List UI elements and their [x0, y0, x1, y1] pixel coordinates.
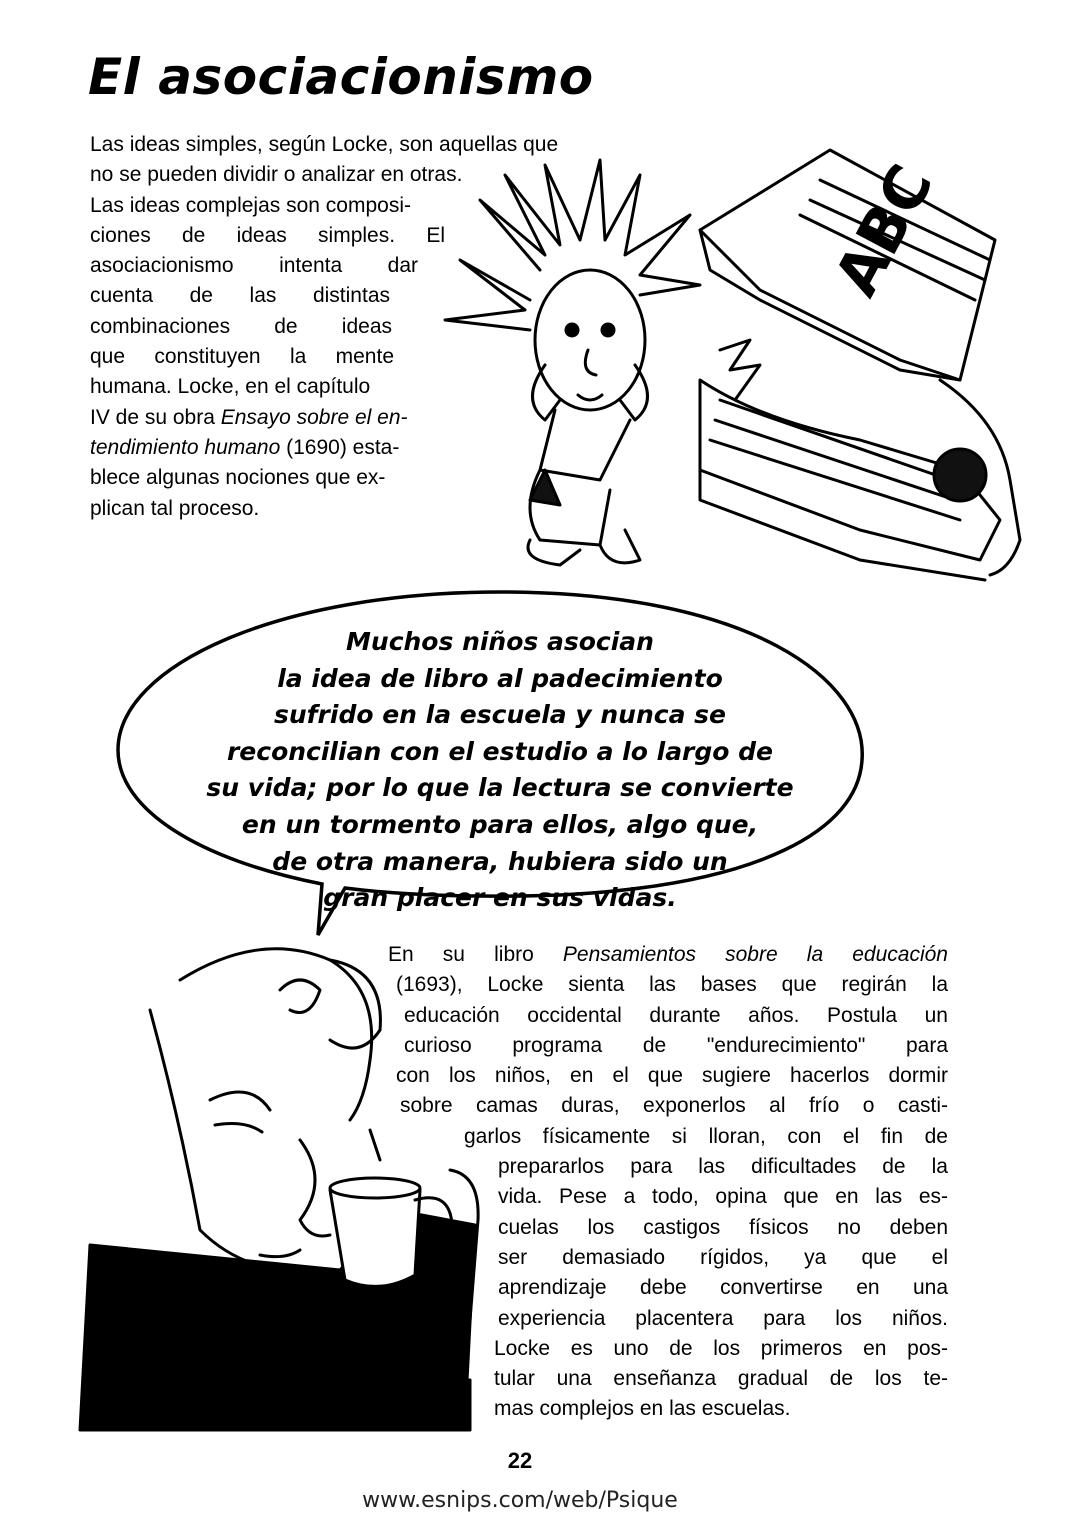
text-line: plican tal proceso. [90, 496, 260, 520]
page-title: El asociacionismo [88, 48, 594, 106]
bubble-line: reconcilian con el estudio a lo largo de [226, 736, 774, 766]
bubble-line: su vida; por lo que la lectura se convierte [206, 773, 794, 803]
text-segment: En su libro [388, 943, 563, 966]
book-illustration [700, 150, 1020, 580]
text-line: cuelas los castigos físicos no deben [498, 1215, 948, 1239]
speech-bubble-text [150, 624, 850, 917]
text-line: experiencia placentera para los niños. [498, 1306, 948, 1330]
text-line: prepararlos para las dificultades de la [498, 1155, 948, 1179]
intro-paragraph [90, 130, 670, 524]
footer-url: www.esnips.com/web/Psique [362, 1488, 678, 1513]
bubble-line: Muchos niños asocian [346, 627, 654, 656]
text-line: ser demasiado rígidos, ya que el [498, 1245, 948, 1269]
text-line: blece algunas nociones que ex- [90, 466, 386, 490]
text-line: no se pueden dividir o analizar en otras. [90, 163, 463, 187]
text-line [388, 940, 948, 970]
text-line: curioso programa de "endurecimiento" para [404, 1033, 948, 1057]
text-line: cuenta de las distintas [90, 284, 390, 308]
text-line: tular una enseñanza gradual de los te- [494, 1367, 948, 1391]
text-line: educación occidental durante años. Postula un [404, 1003, 948, 1027]
bubble-line: la idea de libro al padecimiento [277, 663, 723, 693]
text-line: combinaciones de ideas [90, 314, 392, 338]
text-line: sobre camas duras, exponerlos al frío o casti- [400, 1094, 948, 1118]
text-line: garlos físicamente si lloran, con el fin de [464, 1124, 948, 1148]
book-title-italic: Ensayo sobre el en- [220, 405, 408, 429]
text-line: (1693), Locke sienta las bases que regirán la [396, 973, 948, 997]
bubble-line: en un tormento para ellos, algo que, [241, 809, 759, 839]
page-number: 22 [507, 1448, 533, 1473]
text-segment: IV de su obra [90, 405, 221, 429]
text-line: asociacionismo intenta dar [90, 254, 418, 278]
text-line: Las ideas simples, según Locke, son aquellas que [90, 133, 559, 156]
bubble-line: gran placer en sus vidas. [323, 883, 677, 913]
text-line: humana. Locke, en el capítulo [90, 375, 371, 399]
book-spine-text: ABC [821, 153, 948, 308]
text-line: ciones de ideas simples. El [90, 223, 445, 247]
text-line [90, 403, 670, 433]
text-line: aprendizaje debe convertirse en una [498, 1276, 948, 1300]
bubble-line: de otra manera, hubiera sido un [272, 846, 728, 876]
text-line: Las ideas complejas son composi- [90, 193, 411, 217]
text-line [90, 433, 670, 463]
text-line: vida. Pese a todo, opina que en las es- [498, 1185, 948, 1209]
text-line: con los niños, en el que sugiere hacerlos dormir [396, 1064, 948, 1088]
book-title-italic: tendimiento humano [90, 435, 281, 459]
book-title-italic: Pensamientos sobre la educación [562, 943, 948, 966]
text-segment: (1690) esta- [280, 435, 400, 459]
text-line: mas complejos en las escuelas. [494, 1397, 791, 1421]
text-line: Locke es uno de los primeros en pos- [494, 1336, 948, 1360]
bubble-line: sufrido en la escuela y nunca se [273, 700, 726, 730]
education-paragraph [380, 940, 960, 1425]
text-line: que constituyen la mente [90, 345, 394, 369]
